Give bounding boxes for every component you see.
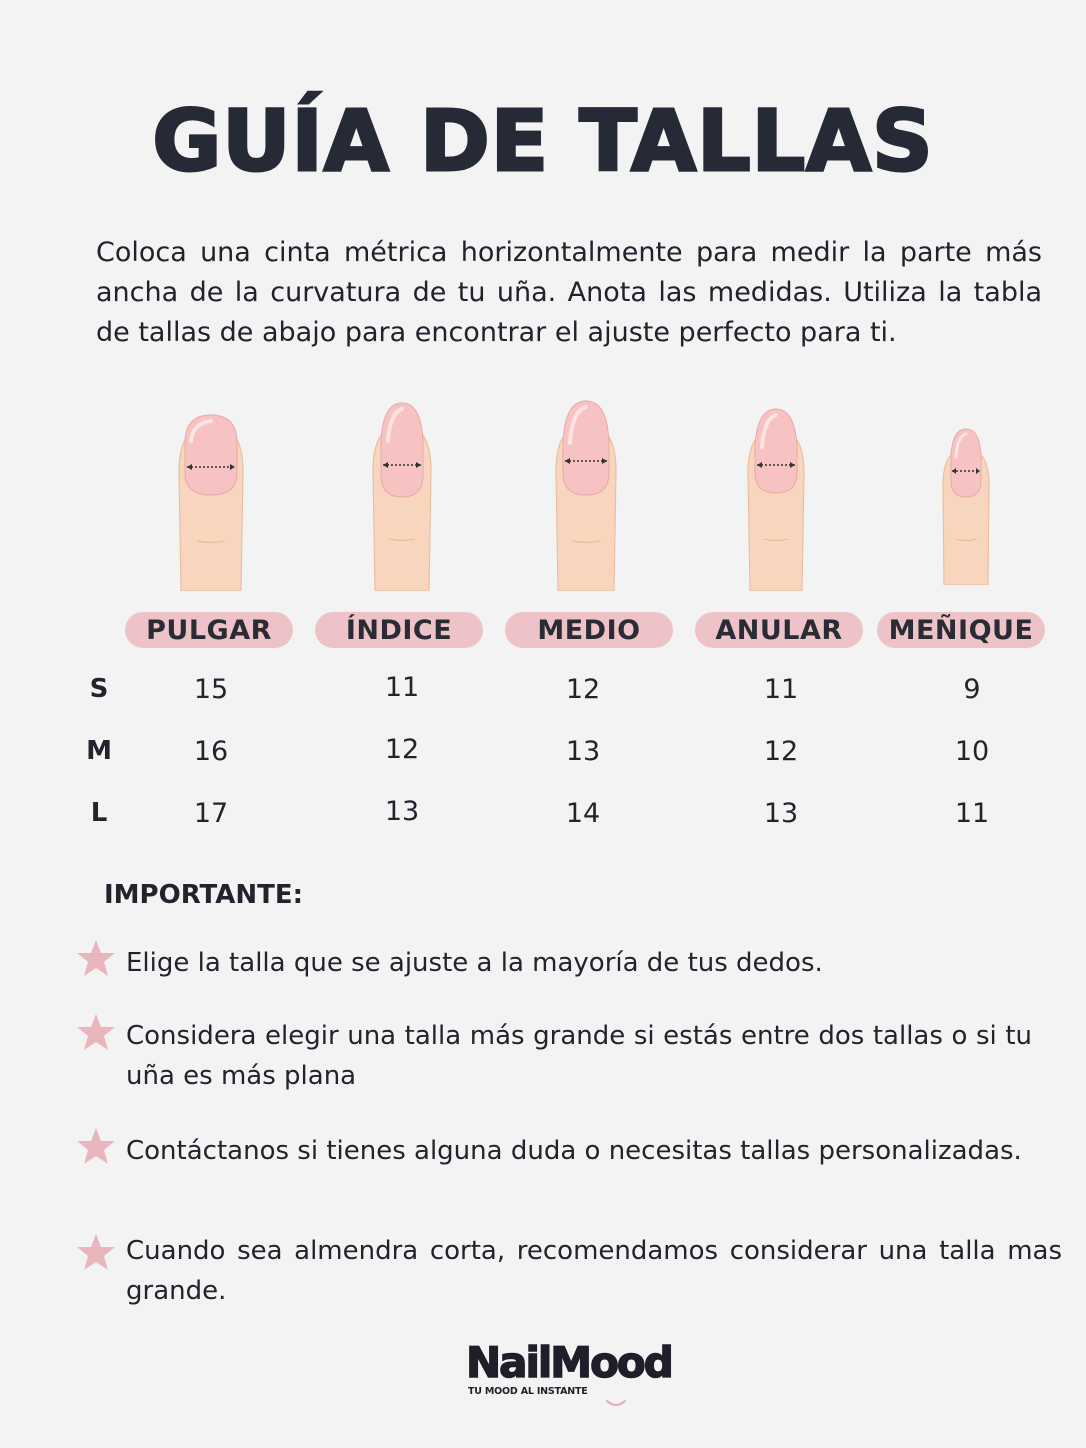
label-medio: MEDIO [505,612,673,648]
tip-item: Contáctanos si tienes alguna duda o necesitas tallas personalizadas. [126,1136,1022,1166]
finger-illustrations [0,395,1086,595]
label-pulgar: PULGAR [125,612,293,648]
size-cell: 13 [763,798,799,829]
size-cell: 11 [384,672,420,703]
label-menique: MEÑIQUE [877,612,1045,648]
logo-wordmark: NailMood [466,1338,672,1387]
intro-text: Coloca una cinta métrica horizontalmente para medir la parte más ancha de la curvatura de tu uña. Anota las medidas. Utiliza la tabla de tallas de abajo para encontrar el ajuste perfecto para ti. [96,237,1042,348]
size-cell: 10 [954,736,990,767]
size-cell: 12 [763,736,799,767]
size-cell: 11 [954,798,990,829]
logo-tagline: TU MOOD AL INSTANTE [468,1386,588,1397]
size-cell: 13 [565,736,601,767]
finger-labels [0,612,1086,652]
tip-item: Elige la talla que se ajuste a la mayoría de tus dedos. [126,948,823,978]
size-label-m: M [86,736,112,766]
size-cell: 11 [763,674,799,705]
important-heading: IMPORTANTE: [104,880,304,910]
star-icon [76,1232,116,1272]
star-icon [76,1126,116,1166]
thumb-illustration [177,411,245,591]
middle-illustration [554,399,618,591]
smile-icon [604,1398,628,1410]
star-icon [76,938,116,978]
label-indice: ÍNDICE [315,612,483,648]
size-cell: 14 [565,798,601,829]
star-icon [76,1012,116,1052]
size-cell: 16 [193,736,229,767]
size-label-s: S [89,674,109,704]
size-label-l: L [90,798,108,828]
index-illustration [371,401,433,591]
size-cell: 13 [384,796,420,827]
size-cell: 12 [384,734,420,765]
label-anular: ANULAR [695,612,863,648]
size-cell: 15 [193,674,229,705]
page-title: GUÍA DE TALLAS [152,92,934,190]
pinky-illustration [941,427,991,585]
brand-logo [466,1338,676,1408]
size-cell: 9 [963,674,981,705]
ring-illustration [746,407,806,591]
tip-item: Considera elegir una talla más grande si estás entre dos tallas o si tu uña es más plana [126,1021,1032,1091]
tip-item: Cuando sea almendra corta, recomendamos considerar una talla mas grande. [126,1236,1062,1306]
size-cell: 17 [193,798,229,829]
size-cell: 12 [565,674,601,705]
